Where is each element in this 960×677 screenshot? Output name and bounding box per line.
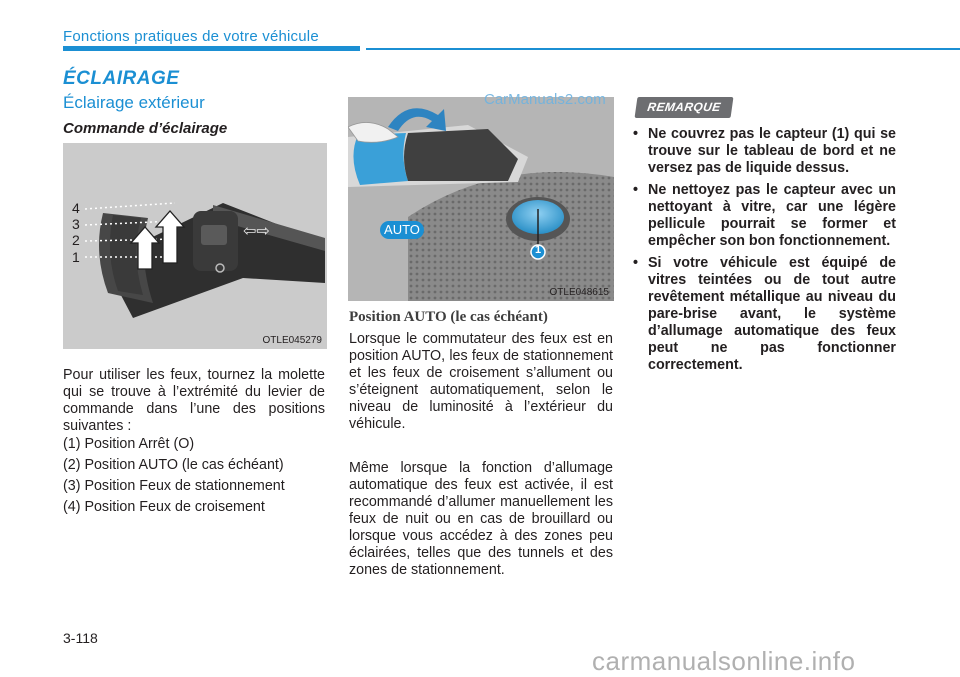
auto-position-heading: Position AUTO (le cas échéant) bbox=[349, 309, 548, 325]
list-item: (1) Position Arrêt (O) bbox=[63, 436, 195, 452]
list-item: (2) Position AUTO (le cas échéant) bbox=[63, 457, 284, 473]
light-switch-illustration bbox=[63, 143, 327, 349]
bullet-icon: • bbox=[633, 182, 639, 198]
list-item bbox=[631, 255, 896, 374]
page-number: 3-118 bbox=[63, 630, 98, 646]
watermark-bottom: carmanualsonline.info bbox=[592, 646, 856, 676]
figure-code: OTLE048615 bbox=[549, 287, 609, 298]
subsection-title: Éclairage extérieur bbox=[63, 93, 205, 112]
position-label-1: 1 bbox=[72, 249, 80, 265]
watermark-top: CarManuals2.com bbox=[484, 91, 606, 108]
column1-heading: Commande d’éclairage bbox=[63, 120, 228, 137]
running-header: Fonctions pratiques de votre véhicule bbox=[63, 28, 319, 45]
auto-sensor-figure bbox=[348, 97, 614, 301]
auto-sensor-illustration bbox=[348, 97, 614, 301]
auto-label: AUTO bbox=[380, 221, 424, 239]
list-item: (3) Position Feux de stationnement bbox=[63, 478, 285, 494]
list-item bbox=[631, 182, 896, 250]
header-accent-bar bbox=[63, 46, 360, 51]
note-text: Ne couvrez pas le capteur (1) qui se trouve sur le tableau de bord et ne versez pas de liquide dessus. bbox=[648, 126, 896, 176]
sensor-callout: 1 bbox=[534, 244, 542, 256]
note-text: Si votre véhicule est équipé de vitres teintées ou de tout autre revêtement métallique au niveau du pare-brise avant, le système d’allumage automatique des feux peut ne pas fonctionner correctement. bbox=[648, 255, 896, 373]
section-title: ÉCLAIRAGE bbox=[63, 68, 180, 89]
list-item bbox=[631, 126, 896, 177]
bullet-icon: • bbox=[633, 255, 639, 271]
position-label-3: 3 bbox=[72, 216, 80, 232]
remarque-notes bbox=[631, 126, 896, 379]
figure-code: OTLE045279 bbox=[262, 335, 322, 346]
header-rule bbox=[366, 48, 960, 50]
column1-paragraph: Pour utiliser les feux, tournez la molette qui se trouve à l’extrémité du levier de commande dans l’une des positions suivantes : bbox=[63, 367, 325, 434]
remarque-badge: REMARQUE bbox=[635, 97, 734, 118]
svg-text:⇦⇨: ⇦⇨ bbox=[243, 221, 270, 240]
note-text: Ne nettoyez pas le capteur avec un nettoyant à vitre, car une légère pellicule pourrait se former et empêcher son bon fonctionnement. bbox=[648, 182, 896, 249]
position-label-4: 4 bbox=[72, 200, 80, 216]
positions-list bbox=[63, 436, 325, 520]
list-item: (4) Position Feux de croisement bbox=[63, 499, 265, 515]
light-switch-figure bbox=[63, 143, 327, 349]
bullet-icon: • bbox=[633, 126, 639, 142]
position-label-2: 2 bbox=[72, 232, 80, 248]
auto-paragraph-2: Même lorsque la fonction d’allumage automatique des feux est activée, il est recommandé d’allumer manuellement les feux de nuit ou en cas de brouillard ou lorsque vous accédez à des zones peu éclairées, telles que des tunnels et des zones de stationnement. bbox=[349, 460, 613, 578]
auto-paragraph-1: Lorsque le commutateur des feux est en position AUTO, les feux de stationnement et les feux de croisement s’allument ou s’éteignent automatiquement, selon le niveau de luminosité à l’extérieur du véhicule. bbox=[349, 331, 613, 432]
